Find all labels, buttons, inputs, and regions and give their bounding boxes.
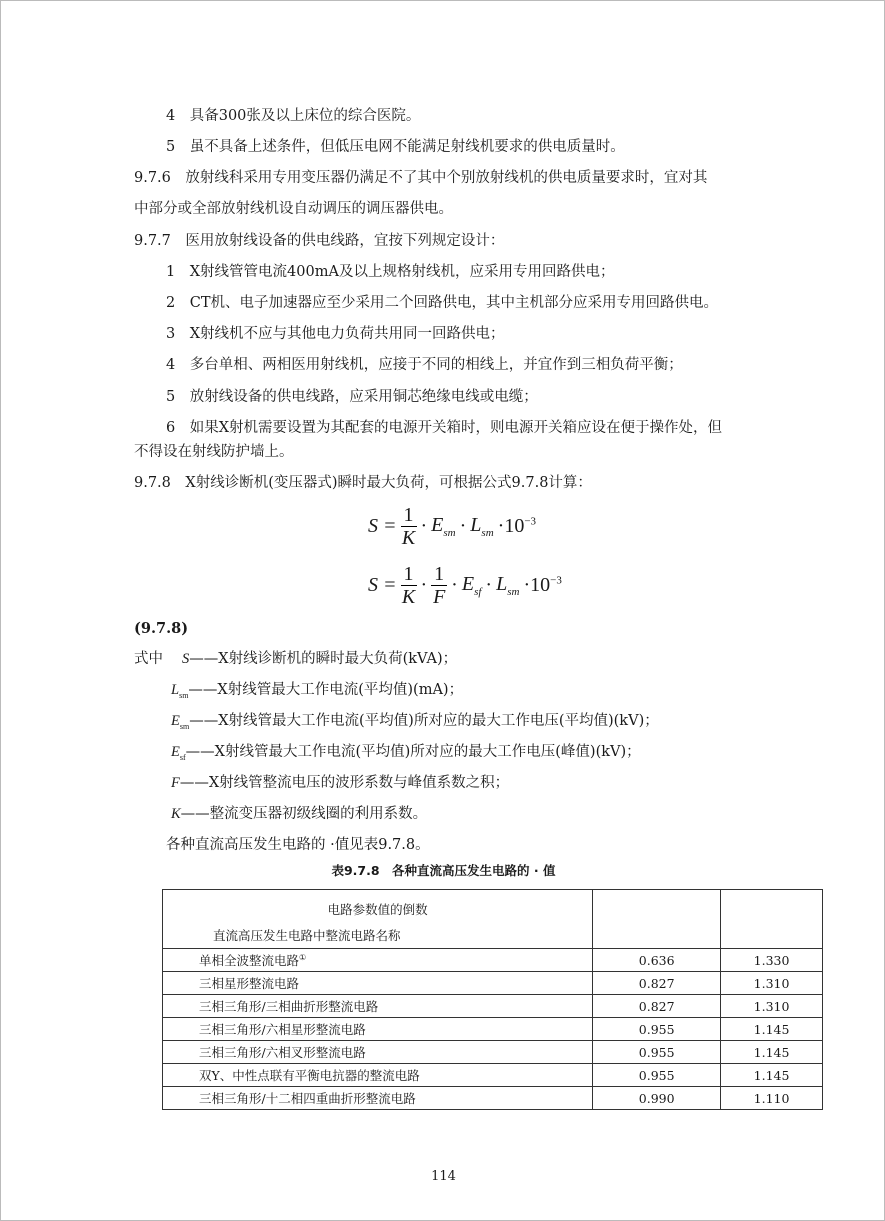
paragraph-continuation: 不得设在射线防护墙上。 (134, 444, 294, 460)
circuit-name-cell: 三相三角形/三相曲折形整流电路 (163, 995, 593, 1018)
table-row (163, 1041, 823, 1064)
list-item: 5 放射线设备的供电线路，应采用铜芯绝缘电线或电缆； (166, 389, 538, 405)
value-cell: 0.827 (593, 995, 721, 1018)
value-cell: 1.110 (721, 1087, 823, 1110)
definition-item: $E_{sm}——X$射线管最大工作电流(平均值)所对应的最大工作电压(平均值)(kV)； (171, 713, 659, 731)
value-cell: 1.330 (721, 949, 823, 972)
circuit-name-cell: 单相全波整流电路① (163, 949, 593, 972)
fraction: $\frac{1}{K}$ (401, 504, 416, 549)
definition-item: K——整流变压器初级线圈的利用系数。 (171, 806, 428, 822)
clause-9-7-6: 9.7.6 放射线科采用专用变压器仍满足不了其中个别放射线机的供电质量要求时，宜对其 (134, 170, 708, 186)
table-row (163, 1018, 823, 1041)
list-item: 6 如果X射机需要设置为其配套的电源开关箱时，则电源开关箱应设在便于操作处，但 (166, 420, 723, 436)
value-cell: 1.145 (721, 1064, 823, 1087)
header-label: 直流高压发生电路中整流电路名称 (213, 928, 401, 943)
value-cell: 0.955 (593, 1041, 721, 1064)
formula-2: S = $\frac{1}{K}$ · $\frac{1}{F}$ · $E_{sf}$ · $L_{sm}$ $\cdot 10^{-3}$ (368, 563, 562, 608)
value-cell: 1.145 (721, 1041, 823, 1064)
table-row (163, 972, 823, 995)
circuit-name-cell: 三相三角形/十二相四重曲折形整流电路 (163, 1087, 593, 1110)
table-header-row (163, 890, 823, 949)
table-caption: 表9.7.8 各种直流高压发生电路的 · 值 (331, 863, 556, 878)
value-cell: 1.145 (721, 1018, 823, 1041)
circuit-name-cell: 三相星形整流电路 (163, 972, 593, 995)
list-item: 1 X射线管管电流400mA及以上规格射线机，应采用专用回路供电； (166, 264, 615, 280)
value-cell: 0.636 (593, 949, 721, 972)
value-cell: 1.310 (721, 995, 823, 1018)
footnote-mark: ① (299, 952, 307, 962)
definition-item: $L_{sm}——X$射线管最大工作电流(平均值)(mA)； (171, 682, 464, 700)
where-label: 式中 (134, 651, 163, 667)
paragraph-continuation: 中部分或全部放射线机设自动调压的调压器供电。 (134, 201, 453, 217)
header-label: 电路参数值的倒数 (327, 902, 428, 917)
data-table (162, 889, 823, 1110)
formula-1: S = $\frac{1}{K}$ · $E_{sm}$ · $L_{sm}$ $\cdot 10^{-3}$ (368, 504, 537, 549)
value-cell: 0.955 (593, 1064, 721, 1087)
circuit-name-cell: 双Y、中性点联有平衡电抗器的整流电路 (163, 1064, 593, 1087)
formula-number: (9.7.8) (134, 620, 189, 637)
list-item: 3 X射线机不应与其他电力负荷共用同一回路供电； (166, 326, 505, 342)
table-row (163, 1087, 823, 1110)
table-row (163, 949, 823, 972)
page-number: 114 (431, 1169, 456, 1184)
circuit-name-cell: 三相三角形/六相叉形整流电路 (163, 1041, 593, 1064)
definition-item: F——X射线管整流电压的波形系数与峰值系数之积； (171, 775, 510, 791)
clause-9-7-8: 9.7.8 X射线诊断机(变压器式)瞬时最大负荷，可根据公式9.7.8计算： (134, 475, 592, 491)
list-item: 4 具备300张及以上床位的综合医院。 (166, 108, 421, 124)
table-row (163, 1064, 823, 1087)
list-item: 5 虽不具备上述条件，但低压电网不能满足射线机要求的供电质量时。 (166, 139, 625, 155)
value-cell: 0.990 (593, 1087, 721, 1110)
value-cell: 0.955 (593, 1018, 721, 1041)
definition-item: S——X射线诊断机的瞬时最大负荷(kVA)； (182, 651, 458, 667)
circuit-name-cell: 三相三角形/六相星形整流电路 (163, 1018, 593, 1041)
clause-9-7-7: 9.7.7 医用放射线设备的供电线路，宜按下列规定设计： (134, 233, 505, 249)
table-reference-note: 各种直流高压发生电路的 ·值见表9.7.8。 (166, 837, 430, 853)
value-cell: 0.827 (593, 972, 721, 995)
definition-item: $E_{sf}——X$射线管最大工作电流(平均值)所对应的最大工作电压(峰值)(kV)； (171, 744, 641, 762)
list-item: 4 多台单相、两相医用射线机，应接于不同的相线上，并宜作到三相负荷平衡； (166, 357, 683, 373)
table-row (163, 995, 823, 1018)
value-cell: 1.310 (721, 972, 823, 995)
list-item: 2 CT机、电子加速器应至少采用二个回路供电，其中主机部分应采用专用回路供电。 (166, 295, 718, 311)
